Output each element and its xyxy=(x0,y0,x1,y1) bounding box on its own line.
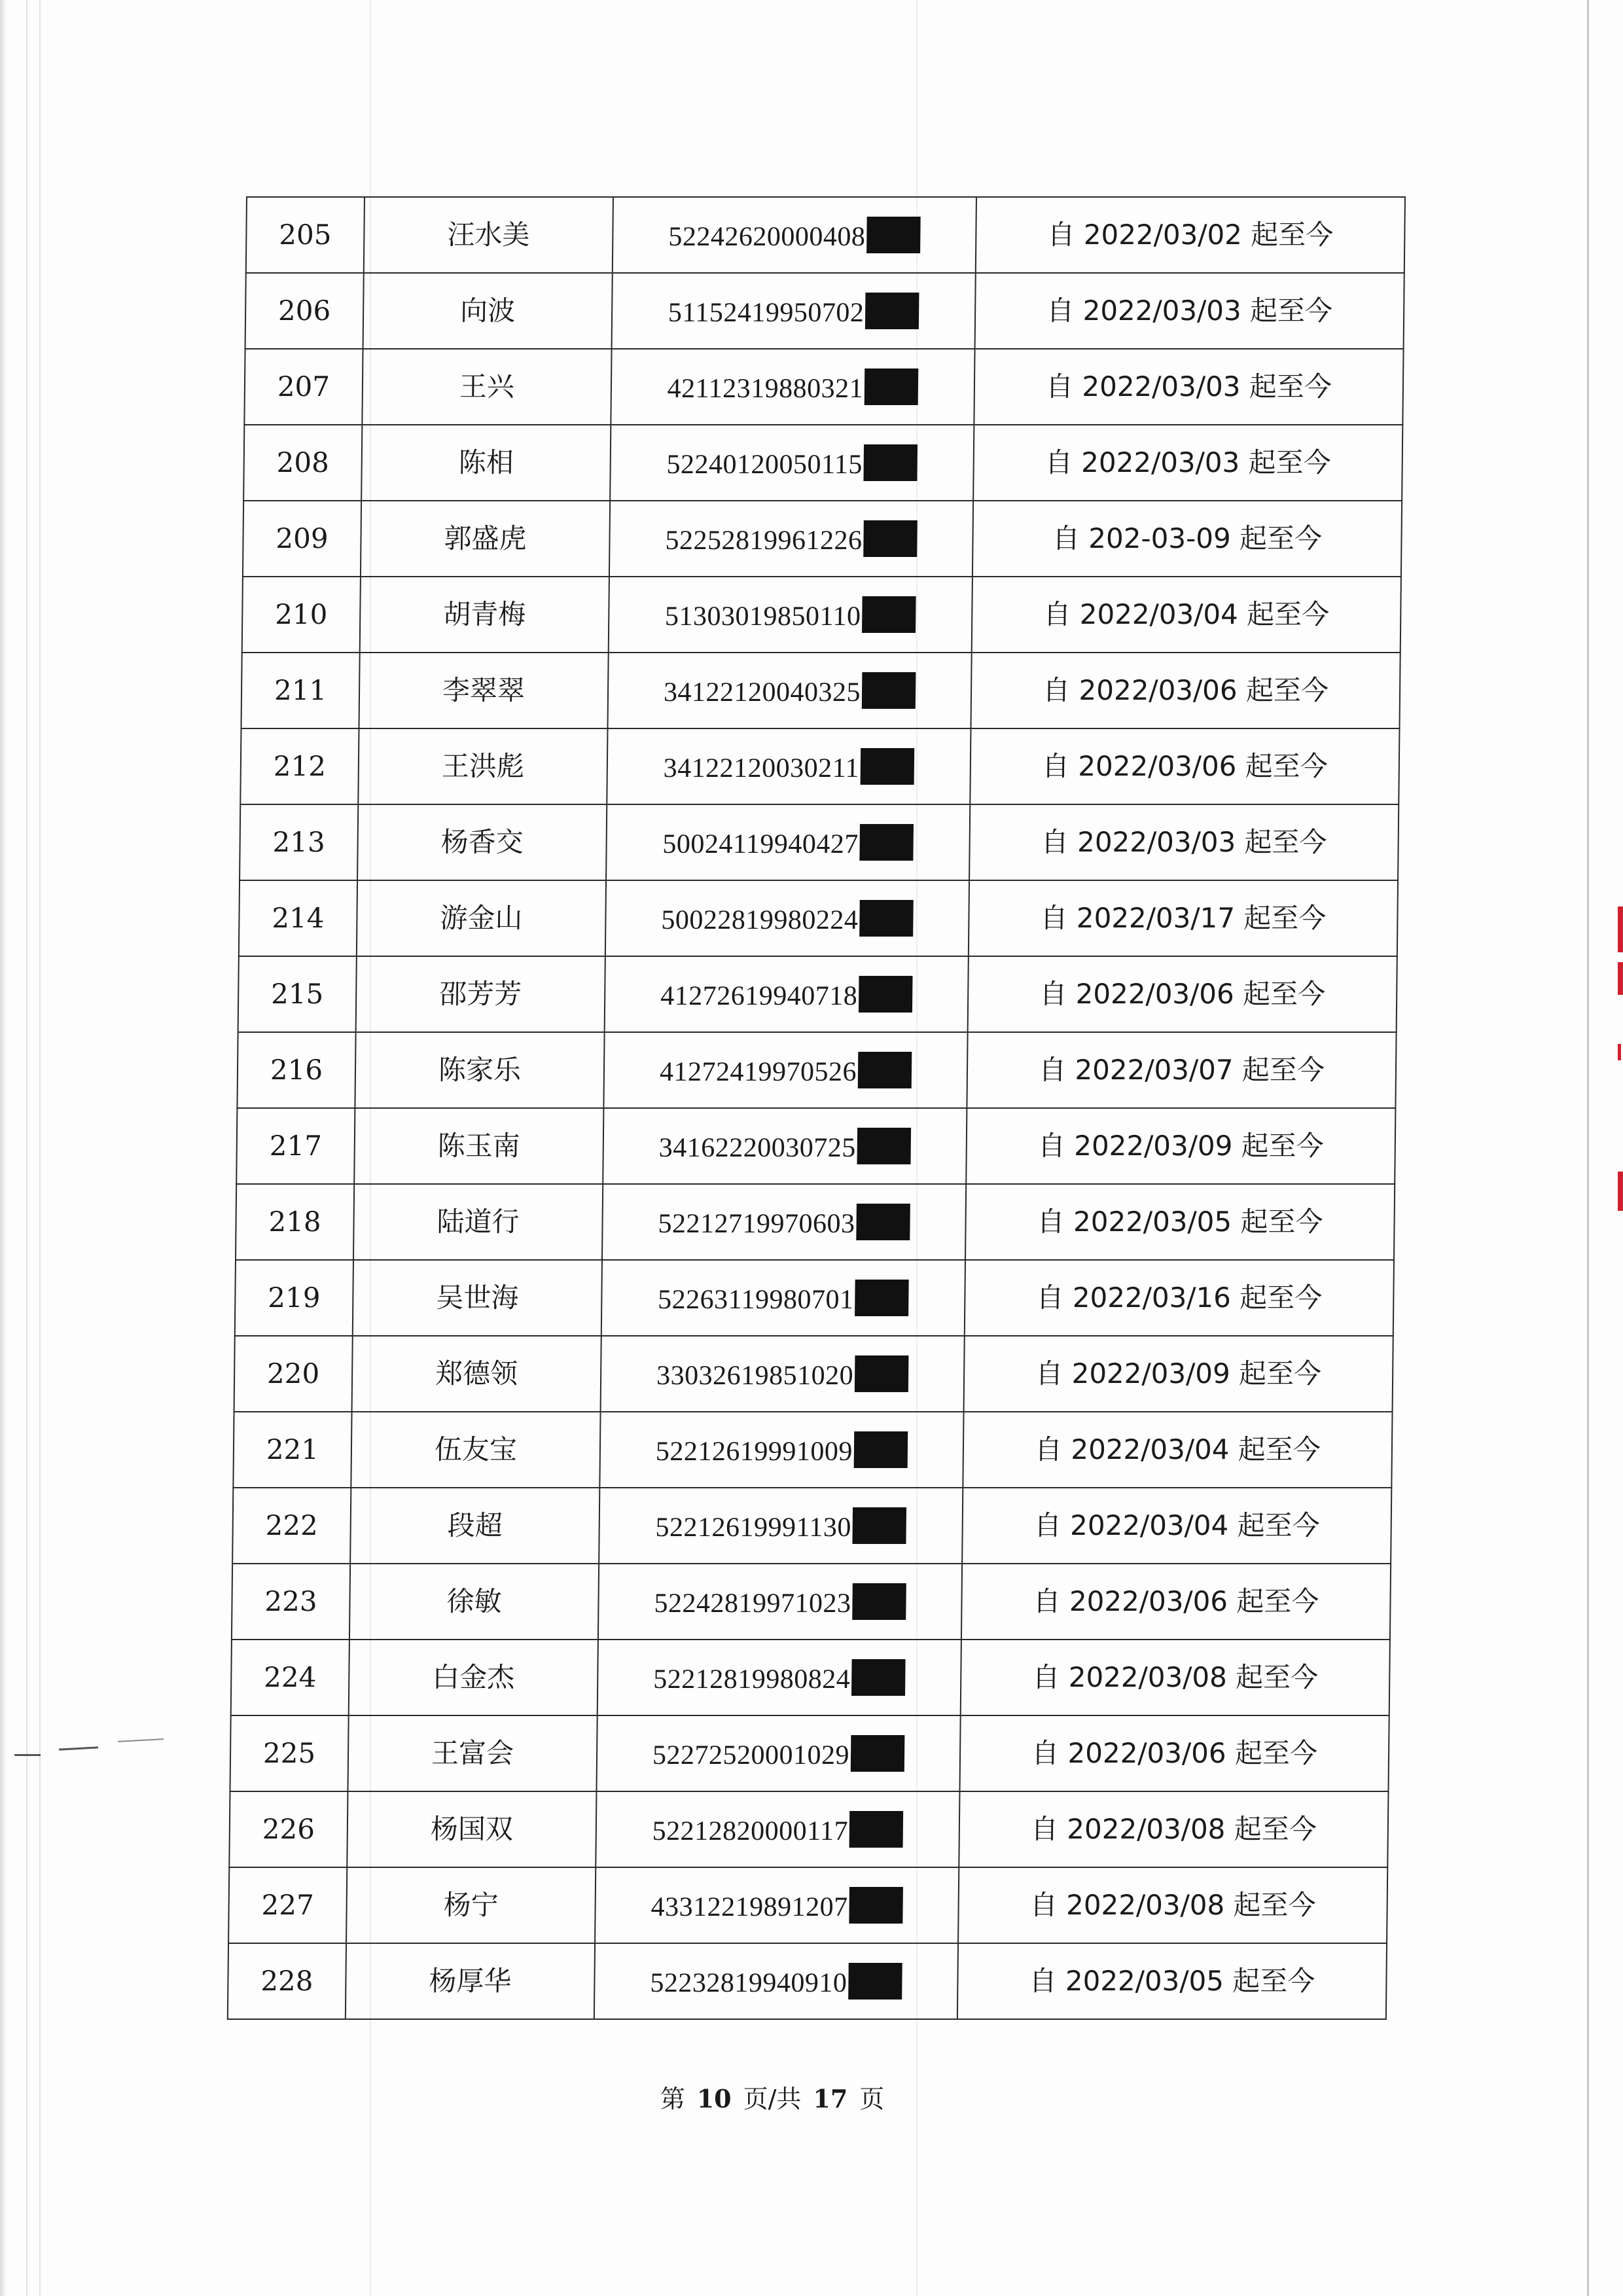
person-name: 陈玉南 xyxy=(354,1108,603,1184)
row-number: 222 xyxy=(232,1488,351,1564)
scan-dash xyxy=(14,1754,41,1756)
id-number-cell xyxy=(610,425,974,501)
footer-current-page: 10 xyxy=(696,2084,732,2113)
id-number-cell xyxy=(609,577,972,653)
row-number: 220 xyxy=(234,1336,353,1412)
row-number: 218 xyxy=(236,1184,354,1260)
start-date: 自 2022/03/03 起至今 xyxy=(974,349,1403,425)
id-number-cell xyxy=(603,1032,967,1108)
person-name: 向波 xyxy=(363,273,613,349)
person-name: 陈家乐 xyxy=(355,1032,604,1108)
row-number: 219 xyxy=(235,1260,353,1336)
person-name: 王洪彪 xyxy=(358,728,607,804)
table-row xyxy=(243,425,1402,501)
footer-middle: 页/共 xyxy=(743,2085,802,2113)
start-date: 自 2022/03/06 起至今 xyxy=(968,956,1397,1032)
id-number-cell xyxy=(598,1564,962,1640)
id-number-cell xyxy=(602,1184,966,1260)
footer-suffix: 页 xyxy=(859,2085,885,2113)
start-date: 自 2022/03/06 起至今 xyxy=(971,653,1400,728)
id-number: 52212719970603 xyxy=(658,1209,855,1239)
id-number-cell xyxy=(599,1488,963,1564)
start-date: 自 2022/03/03 起至今 xyxy=(973,425,1402,501)
table-row xyxy=(236,1108,1395,1184)
person-name: 王兴 xyxy=(362,349,611,425)
redaction-block xyxy=(852,1583,906,1620)
person-name: 徐敏 xyxy=(349,1564,599,1640)
redaction-block xyxy=(857,1128,912,1164)
redaction-block xyxy=(851,1735,905,1772)
person-name: 段超 xyxy=(350,1488,599,1564)
scan-line xyxy=(39,0,41,2296)
redaction-block xyxy=(865,293,919,329)
row-number: 212 xyxy=(240,728,359,804)
row-number: 224 xyxy=(231,1640,349,1715)
person-name: 陆道行 xyxy=(353,1184,603,1260)
person-name: 郭盛虎 xyxy=(361,501,610,577)
person-name: 游金山 xyxy=(357,880,606,956)
id-number: 34162220030725 xyxy=(658,1133,857,1163)
start-date: 自 2022/03/04 起至今 xyxy=(963,1412,1392,1488)
start-date: 自 2022/03/16 起至今 xyxy=(965,1260,1394,1336)
person-name: 杨国双 xyxy=(347,1791,596,1867)
redaction-block xyxy=(865,368,919,405)
redaction-block xyxy=(853,1507,907,1544)
table-row xyxy=(228,1867,1387,1943)
id-number-cell xyxy=(595,1867,959,1943)
page-footer xyxy=(0,2079,1584,2115)
table-row xyxy=(235,1260,1394,1336)
table-row xyxy=(234,1336,1393,1412)
id-number: 33032619851020 xyxy=(656,1361,854,1391)
start-date: 自 2022/03/06 起至今 xyxy=(961,1564,1391,1640)
id-number: 34122120030211 xyxy=(663,753,860,783)
row-number: 225 xyxy=(230,1715,348,1791)
table-row xyxy=(233,1412,1392,1488)
id-number-cell xyxy=(606,804,970,880)
start-date: 自 2022/03/04 起至今 xyxy=(962,1488,1391,1564)
start-date: 自 2022/03/04 起至今 xyxy=(972,577,1401,653)
row-number: 205 xyxy=(246,197,365,273)
person-name: 邵芳芳 xyxy=(356,956,605,1032)
id-number-cell xyxy=(603,1108,967,1184)
id-number: 41272419970526 xyxy=(659,1057,857,1087)
table-row xyxy=(229,1791,1388,1867)
redaction-block xyxy=(861,748,915,785)
start-date: 自 2022/03/09 起至今 xyxy=(966,1108,1395,1184)
id-number-cell xyxy=(607,653,971,728)
row-number: 216 xyxy=(237,1032,355,1108)
person-name: 陈相 xyxy=(361,425,611,501)
redaction-block xyxy=(851,1659,906,1696)
id-number-cell xyxy=(594,1943,958,2019)
start-date: 自 2022/03/09 起至今 xyxy=(964,1336,1393,1412)
stamp-edge-mark xyxy=(1618,1172,1623,1211)
id-number-cell xyxy=(597,1640,961,1715)
table-row xyxy=(230,1715,1389,1791)
person-name: 王富会 xyxy=(348,1715,597,1791)
table-row xyxy=(231,1640,1390,1715)
employee-table xyxy=(227,196,1406,2020)
row-number: 221 xyxy=(233,1412,351,1488)
person-name: 汪水美 xyxy=(364,197,613,273)
footer-total-pages: 17 xyxy=(813,2084,848,2113)
row-number: 209 xyxy=(243,501,361,577)
row-number: 213 xyxy=(240,804,358,880)
redaction-block xyxy=(860,824,914,861)
id-number: 52212619991009 xyxy=(655,1437,853,1467)
id-number: 52272520001029 xyxy=(652,1740,850,1770)
redaction-block xyxy=(854,1431,908,1468)
start-date: 自 2022/03/02 起至今 xyxy=(976,197,1405,273)
row-number: 226 xyxy=(229,1791,348,1867)
row-number: 214 xyxy=(239,880,357,956)
table-row xyxy=(240,728,1399,804)
redaction-block xyxy=(862,596,916,633)
redaction-block xyxy=(859,900,914,937)
start-date: 自 2022/03/03 起至今 xyxy=(975,273,1404,349)
id-number: 52263119980701 xyxy=(657,1285,854,1315)
person-name: 杨厚华 xyxy=(346,1943,595,2019)
id-number-cell xyxy=(596,1791,959,1867)
table-row xyxy=(239,880,1398,956)
row-number: 206 xyxy=(245,273,364,349)
stamp-edge-mark xyxy=(1618,906,1623,952)
id-number-cell xyxy=(611,349,974,425)
row-number: 217 xyxy=(236,1108,355,1184)
table-row xyxy=(238,956,1397,1032)
row-number: 210 xyxy=(242,577,361,653)
id-number: 52240120050115 xyxy=(666,450,863,480)
id-number: 52212619991130 xyxy=(655,1513,852,1543)
person-name: 吴世海 xyxy=(353,1260,602,1336)
person-name: 白金杰 xyxy=(349,1640,598,1715)
redaction-block xyxy=(864,444,918,481)
id-number: 50022819980224 xyxy=(661,905,859,935)
redaction-block xyxy=(849,1887,903,1924)
start-date: 自 2022/03/07 起至今 xyxy=(967,1032,1396,1108)
table-row xyxy=(236,1184,1395,1260)
table-row xyxy=(245,273,1404,349)
footer-prefix: 第 xyxy=(660,2085,685,2113)
id-number-cell xyxy=(605,880,969,956)
start-date: 自 202-03-09 起至今 xyxy=(972,501,1402,577)
start-date: 自 2022/03/08 起至今 xyxy=(961,1640,1390,1715)
redaction-block xyxy=(862,672,916,709)
id-number-cell xyxy=(613,197,976,273)
id-number-cell xyxy=(601,1260,965,1336)
id-number: 50024119940427 xyxy=(662,829,859,859)
table-row xyxy=(232,1564,1391,1640)
person-name: 郑德领 xyxy=(352,1336,601,1412)
redaction-block xyxy=(855,1280,909,1316)
scan-line xyxy=(26,0,27,2296)
start-date: 自 2022/03/08 起至今 xyxy=(958,1867,1387,1943)
scan-dash xyxy=(59,1746,98,1750)
table-row xyxy=(242,577,1401,653)
id-number: 52242819971023 xyxy=(654,1588,851,1619)
table-row xyxy=(232,1488,1391,1564)
table-row xyxy=(246,197,1405,273)
id-number: 34122120040325 xyxy=(663,677,861,708)
start-date: 自 2022/03/08 起至今 xyxy=(959,1791,1388,1867)
scan-edge-right xyxy=(1587,0,1589,2296)
table-row xyxy=(241,653,1400,728)
id-number-cell xyxy=(607,728,971,804)
row-number: 207 xyxy=(244,349,363,425)
start-date: 自 2022/03/17 起至今 xyxy=(969,880,1398,956)
table-row xyxy=(244,349,1403,425)
start-date: 自 2022/03/06 起至今 xyxy=(959,1715,1389,1791)
table-row xyxy=(228,1943,1387,2019)
redaction-block xyxy=(855,1355,909,1392)
table-row xyxy=(243,501,1402,577)
id-number: 52252819961226 xyxy=(665,526,863,556)
row-number: 215 xyxy=(238,956,357,1032)
id-number-cell xyxy=(612,273,976,349)
id-number: 51152419950702 xyxy=(668,298,865,328)
stamp-edge-mark xyxy=(1618,962,1623,995)
id-number-cell xyxy=(601,1336,965,1412)
id-number: 42112319880321 xyxy=(667,374,864,404)
row-number: 227 xyxy=(228,1867,347,1943)
id-number-cell xyxy=(609,501,973,577)
person-name: 杨香交 xyxy=(357,804,607,880)
id-number: 41272619940718 xyxy=(660,981,858,1011)
redaction-block xyxy=(856,1204,910,1240)
person-name: 伍友宝 xyxy=(351,1412,600,1488)
id-number: 52212820000117 xyxy=(652,1816,849,1846)
id-number-cell xyxy=(596,1715,960,1791)
person-name: 杨宁 xyxy=(346,1867,596,1943)
employee-table-body xyxy=(228,197,1405,2019)
redaction-block xyxy=(859,976,913,1013)
redaction-block xyxy=(849,1811,904,1848)
start-date: 自 2022/03/05 起至今 xyxy=(965,1184,1395,1260)
start-date: 自 2022/03/03 起至今 xyxy=(969,804,1399,880)
id-number: 52232819940910 xyxy=(650,1968,847,1998)
start-date: 自 2022/03/05 起至今 xyxy=(957,1943,1387,2019)
table-row xyxy=(237,1032,1396,1108)
id-number: 52212819980824 xyxy=(653,1664,851,1695)
id-number: 52242620000408 xyxy=(668,222,866,252)
id-number-cell xyxy=(599,1412,963,1488)
person-name: 胡青梅 xyxy=(360,577,609,653)
row-number: 228 xyxy=(228,1943,346,2019)
table-row xyxy=(240,804,1399,880)
id-number: 51303019850110 xyxy=(664,601,861,632)
redaction-block xyxy=(863,520,918,557)
id-number: 43312219891207 xyxy=(651,1892,848,1922)
row-number: 211 xyxy=(241,653,359,728)
stamp-edge-mark xyxy=(1618,1044,1621,1060)
row-number: 208 xyxy=(243,425,362,501)
person-name: 李翠翠 xyxy=(359,653,608,728)
id-number-cell xyxy=(605,956,969,1032)
start-date: 自 2022/03/06 起至今 xyxy=(970,728,1399,804)
redaction-block xyxy=(858,1052,912,1088)
scan-edge-left xyxy=(0,0,7,2296)
redaction-block xyxy=(866,217,921,253)
row-number: 223 xyxy=(232,1564,350,1640)
redaction-block xyxy=(848,1963,902,2000)
scan-dash xyxy=(118,1738,164,1742)
